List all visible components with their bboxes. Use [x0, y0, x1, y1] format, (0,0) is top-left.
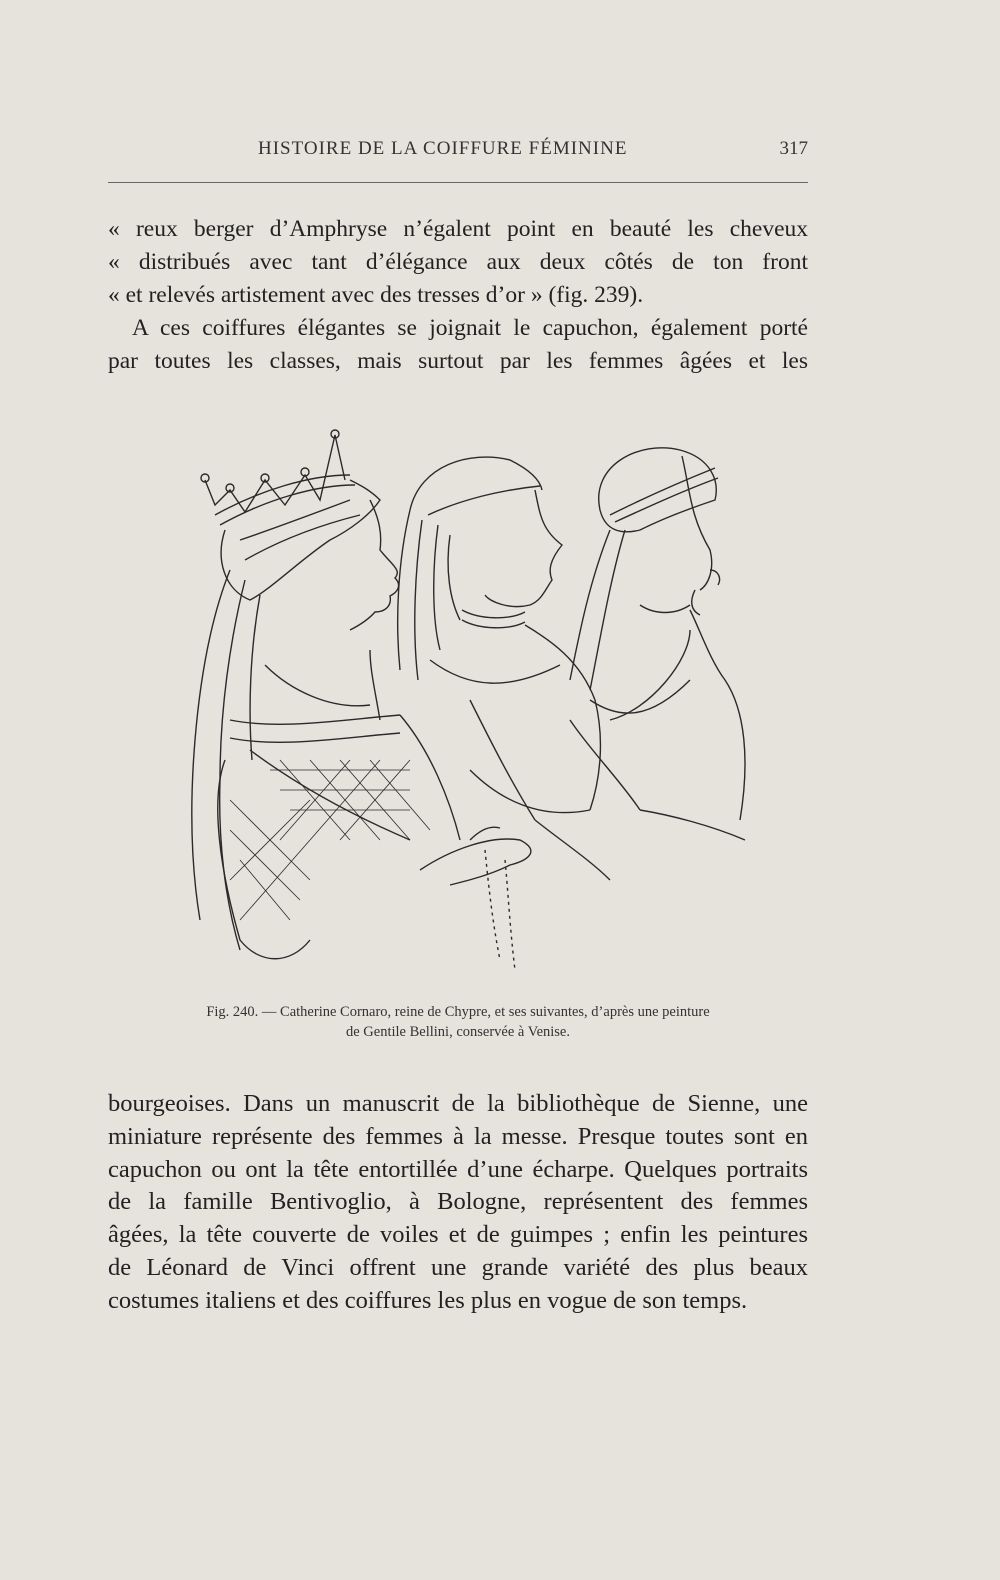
text-line: « reux berger d’Amphryse n’égalent point en beauté les cheveux	[108, 216, 808, 242]
page-number: 317	[779, 138, 808, 159]
bottom-paragraph	[108, 1088, 808, 1318]
text-line: de Léonard de Vinci offrent une grande variété des plus beaux	[108, 1253, 808, 1281]
figure-illustration	[170, 420, 790, 980]
text-line: A ces coiffures élégantes se joignait le capuchon, également porté	[132, 315, 808, 341]
text-line: « distribués avec tant d’élégance aux deux côtés de ton front	[108, 249, 808, 275]
top-paragraph	[108, 213, 808, 378]
woman-queen	[192, 430, 531, 970]
text-line: costumes italiens et des coiffures les plus en vogue de son temps.	[108, 1286, 748, 1314]
header-rule	[108, 182, 808, 183]
caption-line: de Gentile Bellini, conservée à Venise.	[345, 1024, 570, 1040]
text-line: bourgeoises. Dans un manuscrit de la bibliothèque de Sienne, une	[108, 1090, 808, 1117]
woman-middle	[398, 457, 610, 880]
text-line: miniature représente des femmes à la messe. Presque toutes sont en	[108, 1122, 808, 1150]
caption-line: Fig. 240. — Catherine Cornaro, reine de Chypre, et ses suivantes, d’après une peinture	[206, 1004, 710, 1020]
text-line: de la famille Bentivoglio, à Bologne, représentent des femmes	[108, 1188, 808, 1216]
running-head-title: HISTOIRE DE LA COIFFURE FÉMININE	[258, 138, 628, 159]
running-head	[108, 138, 808, 168]
text-line: par toutes les classes, mais surtout par les femmes âgées et les	[108, 348, 808, 374]
text-line: âgées, la tête couverte de voiles et de guimpes ; enfin les peintures	[108, 1221, 808, 1249]
woman-right	[570, 448, 745, 840]
figure-caption	[108, 1002, 808, 1042]
text-line: capuchon ou ont la tête entortillée d’une écharpe. Quelques portraits	[108, 1155, 808, 1183]
text-line: « et relevés artistement avec des tresses d’or » (fig. 239).	[108, 282, 644, 308]
